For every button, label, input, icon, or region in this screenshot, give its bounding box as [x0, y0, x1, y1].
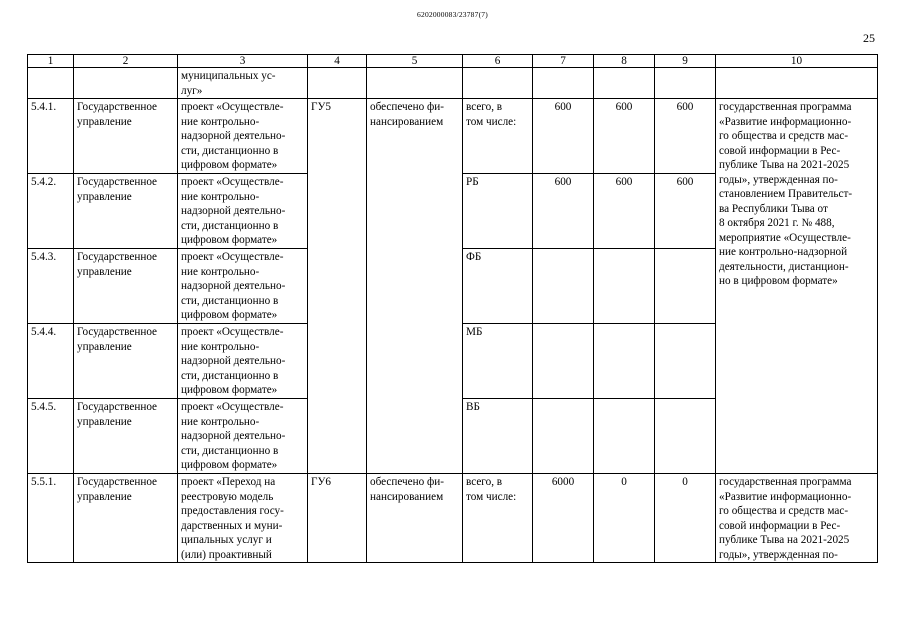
funding-source: РБ	[463, 174, 533, 249]
program-reference: государственная программа «Развитие информационно- го общества и средств мас- совой информации в Рес- публике Тыва на 2021-2025 годы», утвержденная по- становлением Правительст- ва Республики Тыва от 8 октября 2021 г. № 488, мероприятие «Осуществле- ние контрольно-надзорной деятельности, дистанцион- но в цифровом формате»	[716, 99, 878, 474]
column-number: 7	[533, 55, 594, 68]
project: проект «Осуществле- ние контрольно- надзорной деятельно- сти, дистанционно в цифровом формате»	[178, 99, 308, 174]
row-number: 5.4.4.	[28, 324, 74, 399]
funding-source: всего, в том числе:	[463, 99, 533, 174]
funding-source: всего, в том числе:	[463, 474, 533, 563]
value-col8	[594, 324, 655, 399]
funding-source: МБ	[463, 324, 533, 399]
funding-status: обеспечено фи- нансированием	[367, 99, 463, 474]
row-number: 5.4.2.	[28, 174, 74, 249]
project-code: ГУ6	[308, 474, 367, 563]
table-row	[28, 99, 878, 174]
value-col9: 600	[655, 99, 716, 174]
column-number: 3	[178, 55, 308, 68]
column-number: 6	[463, 55, 533, 68]
document-id: 6202000083/23787(7)	[417, 10, 488, 19]
row-number: 5.4.3.	[28, 249, 74, 324]
value-col8: 600	[594, 99, 655, 174]
funding-status: обеспечено фи- нансированием	[367, 474, 463, 563]
value-col9	[655, 249, 716, 324]
continuation-row	[28, 68, 878, 99]
sphere: Государственное управление	[74, 324, 178, 399]
column-number: 8	[594, 55, 655, 68]
column-number-row	[28, 55, 878, 68]
page-number: 25	[863, 31, 875, 45]
table-row	[28, 474, 878, 563]
project-code: ГУ5	[308, 99, 367, 474]
value-col9: 600	[655, 174, 716, 249]
value-col7	[533, 324, 594, 399]
row-number: 5.4.5.	[28, 399, 74, 474]
value-col8: 0	[594, 474, 655, 563]
sphere: Государственное управление	[74, 99, 178, 174]
sphere: Государственное управление	[74, 399, 178, 474]
funding-source: ВБ	[463, 399, 533, 474]
value-col7: 6000	[533, 474, 594, 563]
project: проект «Осуществле- ние контрольно- надзорной деятельно- сти, дистанционно в цифровом формате»	[178, 174, 308, 249]
sphere: Государственное управление	[74, 249, 178, 324]
project: проект «Осуществле- ние контрольно- надзорной деятельно- сти, дистанционно в цифровом формате»	[178, 399, 308, 474]
value-col9	[655, 324, 716, 399]
sphere: Государственное управление	[74, 174, 178, 249]
sphere: Государственное управление	[74, 474, 178, 563]
program-reference: государственная программа «Развитие информационно- го общества и средств мас- совой информации в Рес- публике Тыва на 2021-2025 годы», утвержденная по-	[716, 474, 878, 563]
funding-source: ФБ	[463, 249, 533, 324]
value-col7	[533, 399, 594, 474]
value-col9	[655, 399, 716, 474]
project: проект «Переход на реестровую модель предоставления госу- дарственных и муни- ципальных услуг и (или) проактивный	[178, 474, 308, 563]
project: проект «Осуществле- ние контрольно- надзорной деятельно- сти, дистанционно в цифровом формате»	[178, 324, 308, 399]
column-number: 5	[367, 55, 463, 68]
value-col8	[594, 249, 655, 324]
value-col7	[533, 249, 594, 324]
continued-project-text: муниципальных ус- луг»	[178, 68, 308, 99]
value-col9: 0	[655, 474, 716, 563]
column-number: 10	[716, 55, 878, 68]
value-col8: 600	[594, 174, 655, 249]
column-number: 2	[74, 55, 178, 68]
row-number: 5.4.1.	[28, 99, 74, 174]
row-number: 5.5.1.	[28, 474, 74, 563]
value-col8	[594, 399, 655, 474]
value-col7: 600	[533, 174, 594, 249]
column-number: 1	[28, 55, 74, 68]
funding-table	[27, 54, 878, 563]
project: проект «Осуществле- ние контрольно- надзорной деятельно- сти, дистанционно в цифровом формате»	[178, 249, 308, 324]
value-col7: 600	[533, 99, 594, 174]
column-number: 9	[655, 55, 716, 68]
column-number: 4	[308, 55, 367, 68]
